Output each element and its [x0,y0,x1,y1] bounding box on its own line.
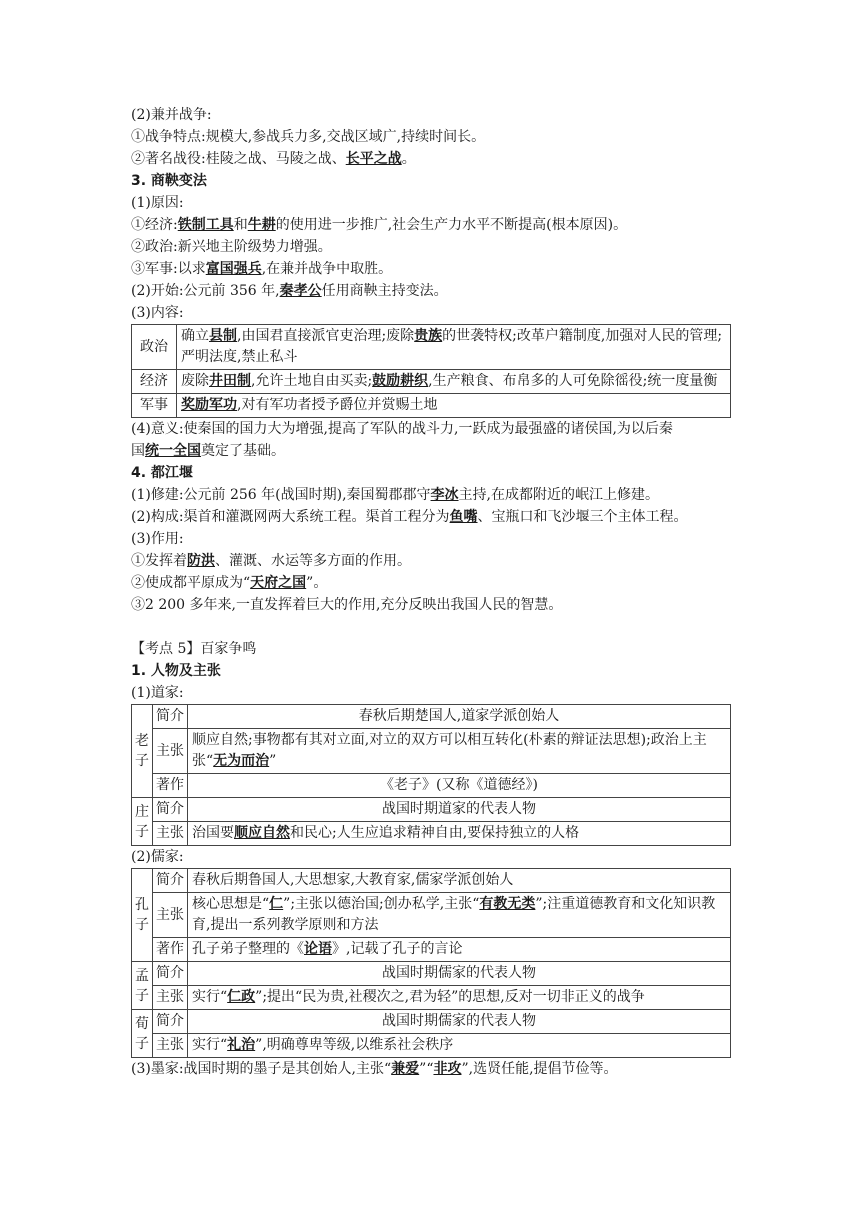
section-title-figures: 1. 人物及主张 [131,663,221,679]
text: ①发挥着 [131,553,187,569]
table-cell: 春秋后期鲁国人,大思想家,大教育家,儒家学派创始人 [188,869,731,893]
text: ,由国君直接派官吏治理;废除 [237,328,415,344]
key-term: 井田制 [209,373,251,389]
table-row [132,705,731,729]
text: ”“ [419,1061,434,1077]
text: ③军事:以求 [131,261,206,277]
text: 。 [401,151,416,167]
text: 任用商鞅主持变法。 [321,283,448,299]
table-row [132,370,731,394]
field-label: 简介 [153,869,188,893]
field-label: 主张 [153,1034,188,1058]
spacer [131,616,731,638]
text: ”。 [306,575,328,591]
table-row [132,798,731,822]
section-title-shang: 3. 商鞅变法 [131,173,207,189]
shang-cause-3 [131,258,731,280]
daoist-table [131,704,731,846]
row-label: 经济 [132,370,177,394]
text: ,允许土地自由买卖; [251,373,373,389]
dujiang-use-heading: (3)作用: [131,531,184,547]
field-label: 主张 [153,893,188,938]
table-row [132,394,731,418]
key-term: 鼓励耕织 [372,373,429,389]
text: 废除 [181,373,209,389]
text: ,生产粮食、布帛多的人可免除徭役;统一度量衡 [428,373,718,389]
shang-content-heading: (3)内容: [131,305,184,321]
key-term: 长平之战 [345,151,402,167]
key-term: 李冰 [430,487,459,503]
person-laozi: 老子 [132,705,153,798]
war-heading: (2)兼并战争: [131,107,212,123]
key-term: 有教无类 [479,896,536,912]
field-label: 著作 [153,774,188,798]
key-term: 兼爱 [391,1061,420,1077]
text: 实行“ [192,1037,228,1053]
key-term: 富国强兵 [205,261,262,277]
field-label: 简介 [153,705,188,729]
key-term: 非攻 [433,1061,462,1077]
key-term: 顺应自然 [234,825,290,841]
dujiang-build [131,484,731,506]
table-row [132,729,731,774]
war-traits: ①战争特点:规模大,参战兵力多,交战区域广,持续时间长。 [131,129,486,145]
table-cell [188,1034,731,1058]
text: (2)构成:渠首和灌溉网两大系统工程。渠首工程分为 [131,509,450,525]
text: 的使用进一步推广,社会生产力水平不断提高(根本原因)。 [275,217,628,233]
text: 核心思想是“ [192,896,270,912]
table-row [132,1010,731,1034]
daoist-heading: (1)道家: [131,685,184,701]
table-cell: 春秋后期楚国人,道家学派创始人 [188,705,731,729]
table-row [132,938,731,962]
text: ”,选贤任能,提倡节俭等。 [461,1061,618,1077]
key-term: 仁政 [227,989,256,1005]
key-term: 礼治 [227,1037,256,1053]
text: 和民心;人生应追求精神自由,要保持独立的人格 [290,825,580,841]
text: (1)修建:公元前 256 年(战国时期),秦国蜀郡郡守 [131,487,431,503]
row-label: 军事 [132,394,177,418]
shang-significance-1: (4)意义:使秦国的国力大为增强,提高了军队的战斗力,一跃成为最强盛的诸侯国,为以后秦 [131,421,673,437]
text: 主持,在成都附近的岷江上修建。 [458,487,659,503]
text: ,在兼并战争中取胜。 [261,261,393,277]
text: ②使成都平原成为“ [131,575,251,591]
key-term: 鱼嘴 [449,509,478,525]
key-term: 牛耕 [247,217,276,233]
confucian-heading: (2)儒家: [131,849,184,865]
table-cell [188,729,731,774]
table-row [132,1034,731,1058]
table-cell [177,370,731,394]
key-term: 防洪 [187,553,215,569]
shang-significance-2 [131,440,731,462]
text: 和 [233,217,248,233]
table-cell: 战国时期儒家的代表人物 [188,962,731,986]
exam-point-title: 【考点 5】百家争鸣 [131,641,257,657]
field-label: 主张 [153,729,188,774]
key-term: 无为而治 [213,753,270,769]
text: 顺应自然;事物都有其对立面,对立的双方可以相互转化(朴素的辩证法思想);政治上主张“ [192,732,707,769]
shang-cause-2: ②政治:新兴地主阶级势力增强。 [131,239,332,255]
key-term: 论语 [304,941,332,957]
key-term: 天府之国 [250,575,307,591]
text: (3)墨家:战国时期的墨子是其创始人,主张“ [131,1061,392,1077]
text: (2)开始:公元前 356 年, [131,283,280,299]
key-term: 仁 [269,896,284,912]
dujiang-use-3: ③2 200 多年来,一直发挥着巨大的作用,充分反映出我国人民的智慧。 [131,597,563,613]
person-mengzi: 孟子 [132,962,153,1010]
table-cell: 战国时期道家的代表人物 [188,798,731,822]
row-label: 政治 [132,325,177,370]
war-battles [131,148,731,170]
mohist-line [131,1058,731,1080]
text: ,对有军功者授予爵位并赏赐土地 [237,397,438,413]
text: ”;提出“民为贵,社稷次之,君为轻”的思想,反对一切非正义的战争 [255,989,645,1005]
text: ”;注重道德教育和文化知识教育,提出一系列教学原则和方法 [192,896,716,933]
shang-start [131,280,731,302]
text: ”,明确尊卑等级,以维系社会秩序 [255,1037,454,1053]
table-row [132,869,731,893]
field-label: 著作 [153,938,188,962]
field-label: 主张 [153,986,188,1010]
table-cell [188,938,731,962]
section-title-dujiang: 4. 都江堰 [131,465,193,481]
dujiang-composition [131,506,731,528]
key-term: 统一全国 [145,443,201,459]
table-cell [188,986,731,1010]
table-cell [177,325,731,370]
table-row [132,893,731,938]
field-label: 简介 [153,962,188,986]
key-term: 贵族 [414,328,443,344]
text: 实行“ [192,989,228,1005]
text: 的世袭特权;改革户籍制度,加强对人民的管理;严明法度,禁止私斗 [181,328,723,365]
table-row [132,774,731,798]
table-cell: 战国时期儒家的代表人物 [188,1010,731,1034]
text: 、灌溉、水运等多方面的作用。 [215,553,411,569]
text: 奠定了基础。 [201,443,285,459]
person-zhuangzi: 庄子 [132,798,153,846]
key-term: 铁制工具 [177,217,234,233]
table-row [132,325,731,370]
field-label: 主张 [153,822,188,846]
table-cell [188,822,731,846]
table-row [132,822,731,846]
field-label: 简介 [153,1010,188,1034]
table-row [132,986,731,1010]
key-term: 秦孝公 [279,283,322,299]
key-term: 奖励军功 [181,397,237,413]
confucian-table [131,868,731,1058]
table-cell: 《老子》(又称《道德经》) [188,774,731,798]
table-row [132,962,731,986]
text: 国 [131,443,145,459]
reform-table [131,324,731,418]
shang-cause-1 [131,214,731,236]
document-page [131,104,731,1080]
text: 孔子弟子整理的《 [192,941,304,957]
text: ②著名战役:桂陵之战、马陵之战、 [131,151,346,167]
person-kongzi: 孔子 [132,869,153,962]
table-cell [188,893,731,938]
text: ”;主张以德治国;创办私学,主张“ [283,896,480,912]
text: 治国要 [192,825,234,841]
text: 、宝瓶口和飞沙堰三个主体工程。 [477,509,688,525]
dujiang-use-1 [131,550,731,572]
dujiang-use-2 [131,572,731,594]
person-xunzi: 荀子 [132,1010,153,1058]
text: ①经济: [131,217,178,233]
text: ” [269,753,277,769]
shang-cause-heading: (1)原因: [131,195,184,211]
text: 确立 [181,328,209,344]
table-cell [177,394,731,418]
key-term: 县制 [209,328,237,344]
text: 》,记载了孔子的言论 [332,941,463,957]
field-label: 简介 [153,798,188,822]
